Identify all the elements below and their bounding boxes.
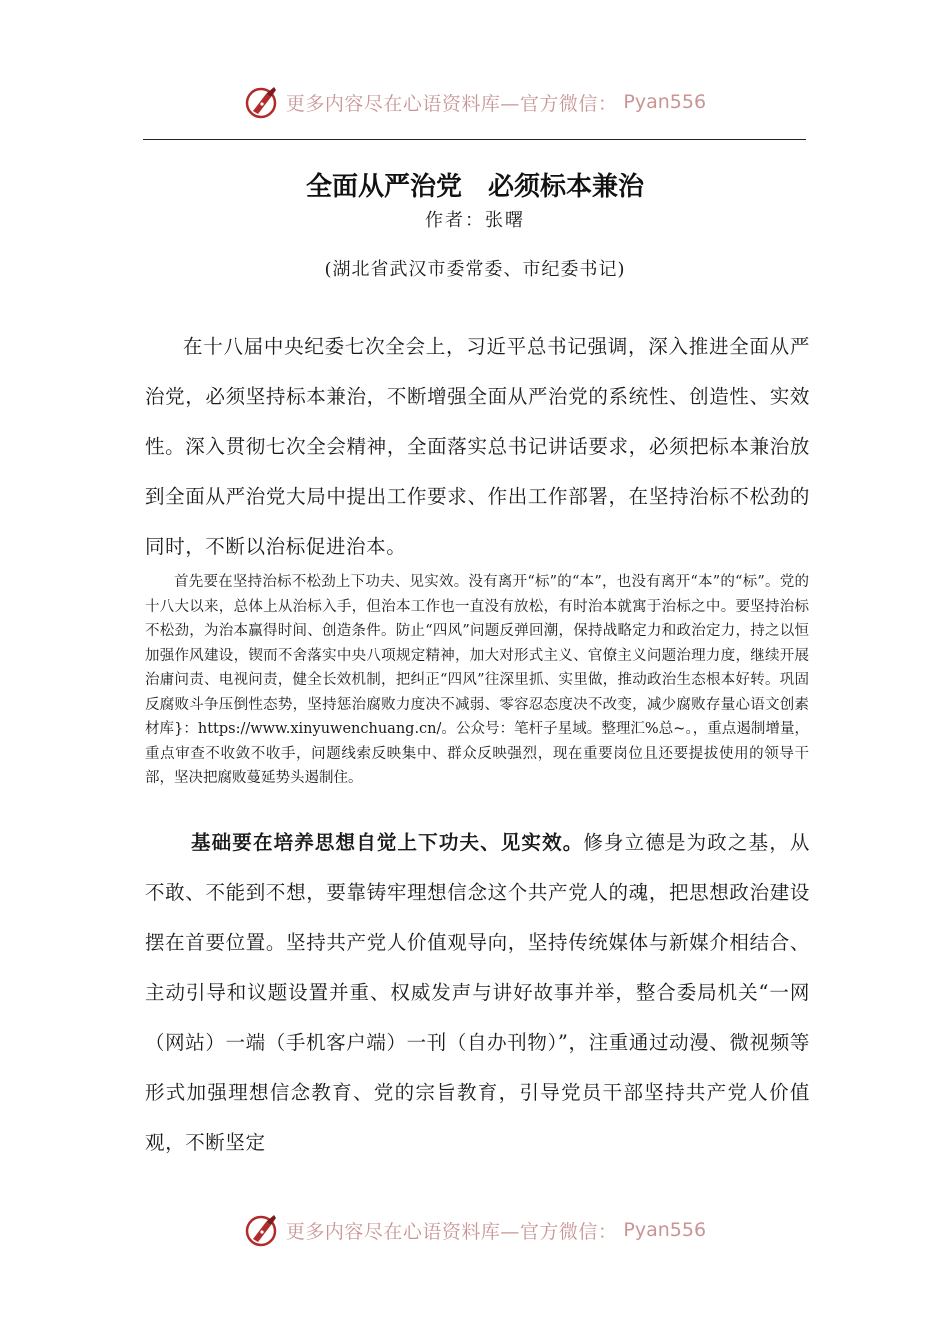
paragraph-ideological-awareness: [145, 818, 810, 1168]
pen-nib-seal-icon: [244, 1212, 280, 1248]
paragraph-lead-heading: 基础要在培养思想自觉上下功夫、见实效。: [191, 831, 584, 854]
paragraph-intro: 在十八届中央纪委七次全会上，习近平总书记强调，深入推进全面从严治党，必须坚持标本兼治，不断增强全面从严治党的系统性、创造性、实效性。深入贯彻七次全会精神，全面落实总书记讲话要求，必须把标本兼治放到全面从严治党大局中提出工作要求、作出工作部署，在坚持治标不松劲的同时，不断以治标促进治本。: [145, 335, 810, 558]
paragraph-treat-symptoms: 首先要在坚持治标不松劲上下功夫、见实效。没有离开“标”的“本”，也没有离开“本”的“标”。党的十八大以来，总体上从治标入手，但治本工作也一直没有放松，有时治本就寓于治标之中。要坚持治标不松劲，为治本赢得时间、创造条件。防止“四风”问题反弹回潮，保持战略定力和政治定力，持之以恒加强作风建设，锲而不舍落实中央八项规定精神，加大对形式主义、官僚主义问题治理力度，继续开展治庸问责、电视问责，健全长效机制，把纠正“四风”往深里抓、实里做，推动政治生态根本好转。巩固反腐败斗争压倒性态势，坚持惩治腐败力度决不减弱、零容忍态度决不改变，减少腐败存量心语文创素材库}：https://www.xinyuwenchuang.cn/。公众号：笔杆子星域。整理汇%总~。，重点遏制增量，重点审查不收敛不收手，问题线索反映集中、群众反映强烈，现在重要岗位且还要提拔使用的领导干部，坚决把腐败蔓延势头遏制住。: [145, 574, 809, 786]
paragraph-body: 修身立德是为政之基，从不敢、不能到不想，要靠铸牢理想信念这个共产党人的魂，把思想政治建设摆在首要位置。坚持共产党人价值观导向，坚持传统媒体与新媒介相结合、主动引导和议题设置并重、权威发声与讲好故事并举，整合委局机关“一网（网站）一端（手机客户端）一刊（自办刊物）”，注重通过动漫、微视频等形式加强理想信念教育、党的宗旨教育，引导党员干部坚持共产党人价值观，不断坚定: [145, 831, 810, 1154]
watermark-text: 更多内容尽在心语资料库—官方微信：: [285, 1220, 618, 1243]
watermark-contact: Pyan556: [623, 91, 707, 113]
footer-watermark: [0, 1208, 950, 1252]
author-affiliation: (湖北省武汉市委常委、市纪委书记): [324, 259, 626, 280]
pen-nib-seal-icon: [244, 84, 280, 120]
header-watermark: [0, 80, 950, 124]
watermark-text: 更多内容尽在心语资料库—官方微信：: [285, 92, 618, 115]
watermark-contact: Pyan556: [623, 1219, 707, 1241]
author-line: 作者：张曙: [425, 210, 525, 231]
header-divider: [143, 139, 806, 140]
article-title: 全面从严治党 必须标本兼治: [305, 172, 644, 203]
